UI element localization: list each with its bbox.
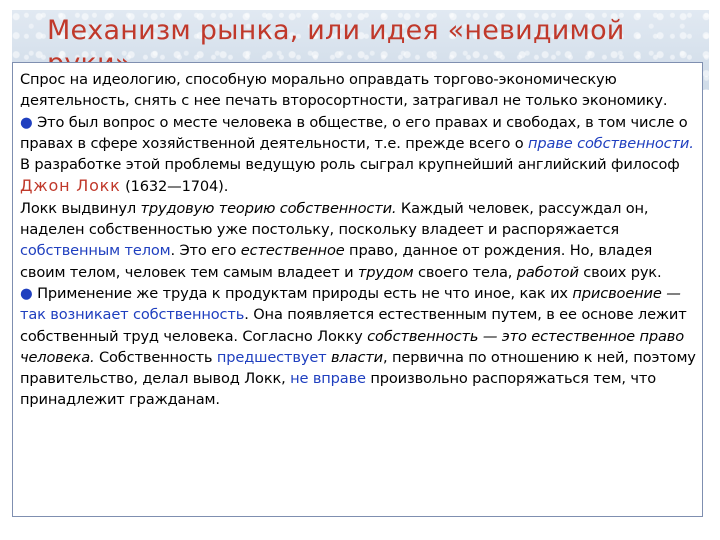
highlight-precedes: предшествует — [216, 348, 327, 366]
italic-appropriation: присвоение — [572, 284, 662, 302]
content-box — [12, 62, 703, 517]
paragraph-4-part: , первична по отношению к ней, поэтому правительство, делал вывод Локк, — [20, 348, 696, 388]
philosopher-name: Джон Локк — [20, 176, 121, 196]
paragraph-2-part: В разработке этой проблемы ведущую роль сыграл крупнейший английский философ — [20, 156, 680, 174]
italic-power: власти — [331, 348, 384, 366]
paragraph-3-part: Локк выдвинул — [20, 199, 141, 217]
bullet-icon: ● — [20, 113, 33, 131]
highlight-property-arises: так возникает собственность — [20, 306, 245, 324]
highlight-property-right: праве собственности. — [528, 134, 694, 152]
italic-labor-theory: трудовую теорию собственности. — [140, 199, 397, 217]
highlight-own-body: собственным телом — [20, 242, 171, 260]
slide-title: Механизм рынка, или идея «невидимой — [47, 15, 625, 46]
paragraph-4-part: Применение же труда к продуктам природы есть не что иное, как их — [32, 284, 573, 302]
italic-work: работой — [516, 263, 579, 281]
paragraph-2-part: Это был вопрос о месте человека в обществе, о его правах и свободах, в том числе о правах в сфере хозяйственной деятельности, т.е. прежде всего о — [20, 113, 688, 152]
paragraph-3-part: своего тела, — [413, 263, 517, 281]
highlight-not-entitled: не вправе — [290, 370, 366, 388]
paragraph-4-part: произвольно распоряжаться тем, что принадлежит гражданам. — [20, 370, 657, 409]
paragraph-3-part: Каждый человек, рассуждал он, наделен собственностью уже постольку, поскольку владеет и распоряжается — [20, 199, 649, 239]
paragraph-1: Спрос на идеологию, способную морально оправдать торгово-экономическую деятельность, снять с нее печать второсортности, затрагивал не только экономику. — [20, 71, 668, 110]
italic-natural: естественное — [240, 242, 345, 260]
paragraph-3-part: . Это его — [170, 242, 241, 260]
paragraph-4-part: . Она появляется естественным путем, в ее основе лежит собственный труд человека. Согласно Локку — [20, 306, 687, 345]
paragraph-3-part: право, данное от рождения. Но, владея своим телом, человек тем самым владеет и — [20, 242, 653, 281]
paragraph-2-part: (1632—1704). — [120, 178, 229, 196]
paragraph-4-part: Собственность — [94, 348, 217, 366]
italic-natural-right: собственность — это естественное право человека. — [20, 327, 685, 366]
italic-labor: трудом — [357, 263, 414, 281]
paragraph-3-part: своих рук. — [578, 263, 662, 281]
bullet-icon: ● — [20, 284, 33, 302]
paragraph-4-part: — — [661, 284, 681, 302]
body-text — [20, 69, 696, 411]
